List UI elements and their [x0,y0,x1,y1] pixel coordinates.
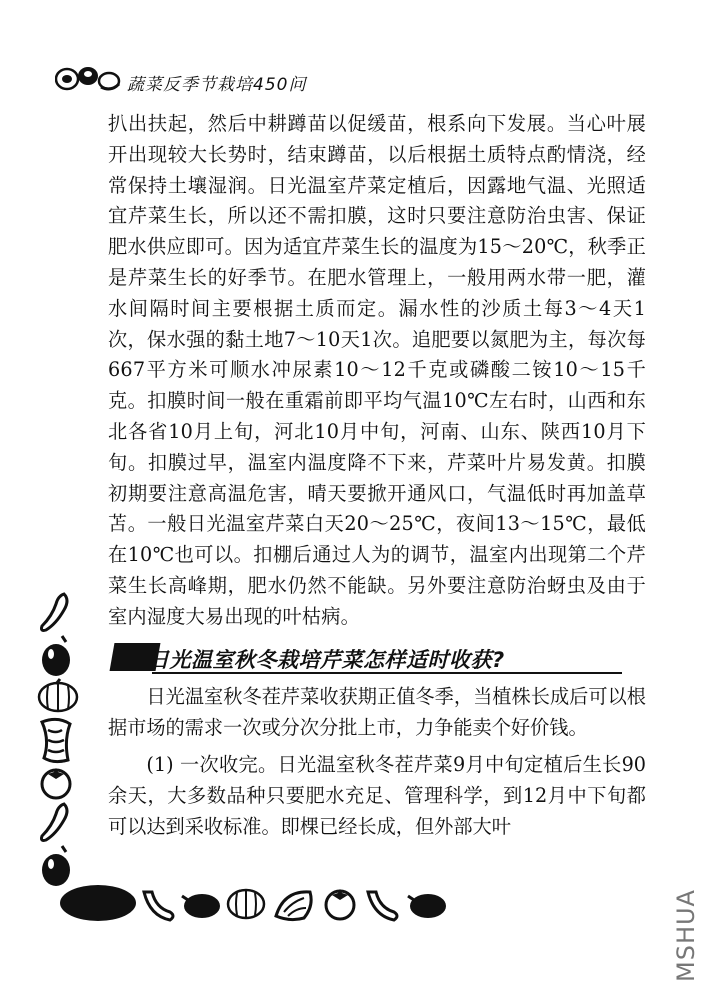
footer-decoration [60,880,460,926]
answer-paragraph: 日光温室秋冬茬芹菜收获期正值冬季，当植株长成后可以根据市场的需求一次或分次分批上市，力争能卖个好价钱。 [108,685,646,739]
watermark: MSHUA [672,889,700,982]
pepper-icon [36,800,76,844]
answer-paragraph: (1) 一次收完。日光温室秋冬茬芹菜9月中旬定植后生长90余天，大多数品种只要肥水充足、管理科学，到12月中下旬都可以达到采收标准。即棵已经长成，但外部大叶 [108,753,646,838]
cabbage-icon [276,892,311,920]
side-decoration [36,590,102,888]
heading-underline [152,672,622,674]
book-title: 蔬菜反季节栽培450问 [127,75,307,95]
pepper-icon [368,892,397,920]
pumpkin-icon [228,890,264,918]
body-text [108,109,646,633]
pepper-icon [144,892,173,920]
cabbage-icon [36,714,76,766]
question-heading [108,640,648,674]
paragraph: 扒出扶起，然后中耕蹲苗以促缓苗，根系向下发展。当心叶展开出现较大长势时，结束蹲苗，以后根据土质特点酌情浇，经常保持土壤湿润。日光温室芹菜定植后，因露地气温、光照适宜芹菜生长，所以还不需扣膜，这时只要注意防治虫害、保证肥水供应即可。因为适宜芹菜生长的温度为15～20℃，秋季正是芹菜生长的好季节。在肥水管理上，一般用两水带一肥，灌水间隔时间主要根据土质而定。漏水性的沙质土每3～4天1次，保水强的黏土地7～10天1次。追肥要以氮肥为主，每次每667平方米可顺水冲尿素10～12千克或磷酸二铵10～15千克。扣膜时间一般在重霜前即平均气温10℃左右时，山西和东北各省10月上旬，河北10月中旬，河南、山东、陕西10月下旬。扣膜过早，温室内温度降不下来，芹菜叶片易发黄。扣膜初期要注意高温危害，晴天要掀开通风口，气温低时再加盖草苫。一般日光温室芹菜白天20～25℃，夜间13～15℃，最低在10℃也可以。扣棚后通过人为的调节，温室内出现第二个芹菜生长高峰期，肥水仍然不能缺。另外要注意防治蚜虫及由于室内湿度大易出现的叶枯病。 [108,112,646,628]
page-header [55,58,475,98]
tomato-icon [326,889,354,919]
tomato-icon [36,766,76,800]
eggplant-icon [182,894,220,918]
vegetables-logo-icon [55,62,121,94]
pumpkin-icon [36,678,80,714]
question-title: 日光温室秋冬栽培芹菜怎样适时收获? [148,648,505,672]
eggplant-icon [36,634,76,678]
decorative-blob-icon [60,885,136,921]
pepper-icon [36,590,76,634]
eggplant-icon [408,894,446,918]
answer-text [108,681,646,848]
